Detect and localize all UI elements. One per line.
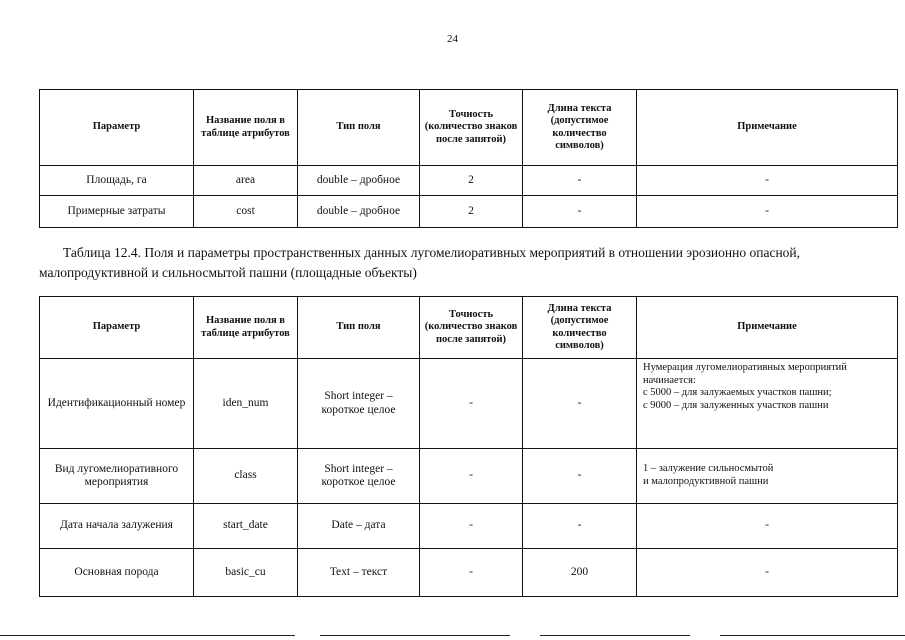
table-row [40,449,898,504]
cell-note: - [637,196,898,228]
cell-field-name: basic_cu [194,549,298,597]
cell-field-name: area [194,166,298,196]
cell-precision: - [420,504,523,549]
cell-field-type: Short integer – короткое целое [298,449,420,504]
cell-field-type: Date – дата [298,504,420,549]
bottom-scan-edge [540,635,690,636]
cell-precision: - [420,359,523,449]
cell-precision: - [420,449,523,504]
cell-parameter: Основная порода [40,549,194,597]
header-text-length: Длина текста (допустимое количество символов) [523,297,637,359]
cell-note: - [637,549,898,597]
cell-precision: 2 [420,196,523,228]
table-row [40,359,898,449]
table-caption: Таблица 12.4. Поля и параметры пространственных данных лугомелиоративных мероприятий в отношении эрозионно опасной, малопродуктивной и сильносмытой пашни (площадные объекты) [39,245,801,280]
cell-parameter: Примерные затраты [40,196,194,228]
cell-parameter: Идентификационный номер [40,359,194,449]
cell-note: 1 – залужение сильносмытой и малопродуктивной пашни [637,449,898,504]
cell-precision: 2 [420,166,523,196]
page-number: 24 [447,33,458,45]
header-note: Примечание [637,90,898,166]
bottom-scan-edge [720,635,905,636]
table-row [40,549,898,597]
cell-text-length: - [523,359,637,449]
header-field-name: Название поля в таблице атрибутов [194,297,298,359]
cell-field-type: Text – текст [298,549,420,597]
table-row [40,166,898,196]
cell-field-type: Short integer – короткое целое [298,359,420,449]
bottom-scan-edge [0,635,295,636]
cell-field-type: double – дробное [298,196,420,228]
cell-text-length: - [523,504,637,549]
header-parameter: Параметр [40,297,194,359]
cell-note: - [637,166,898,196]
bottom-scan-edge [320,635,510,636]
cell-parameter: Площадь, га [40,166,194,196]
header-precision: Точность (количество знаков после запятой) [420,297,523,359]
table-header-row [40,297,898,359]
table-header-row [40,90,898,166]
cell-precision: - [420,549,523,597]
header-field-name: Название поля в таблице атрибутов [194,90,298,166]
cell-field-name: start_date [194,504,298,549]
header-note: Примечание [637,297,898,359]
cell-parameter: Дата начала залужения [40,504,194,549]
header-parameter: Параметр [40,90,194,166]
table-fields-prev [39,89,898,228]
table-fields-main [39,296,898,597]
cell-text-length: 200 [523,549,637,597]
cell-text-length: - [523,166,637,196]
cell-field-name: class [194,449,298,504]
cell-field-type: double – дробное [298,166,420,196]
header-precision: Точность (количество знаков после запятой) [420,90,523,166]
table-row [40,196,898,228]
cell-note: Нумерация лугомелиоративных мероприятий начинается: с 5000 – для залужаемых участков пашни; с 9000 – для залуженных участков пашни [637,359,898,449]
cell-parameter: Вид лугомелиоративного мероприятия [40,449,194,504]
table-row [40,504,898,549]
cell-field-name: iden_num [194,359,298,449]
cell-text-length: - [523,449,637,504]
cell-note: - [637,504,898,549]
header-field-type: Тип поля [298,297,420,359]
header-field-type: Тип поля [298,90,420,166]
cell-field-name: cost [194,196,298,228]
cell-text-length: - [523,196,637,228]
header-text-length: Длина текста (допустимое количество символов) [523,90,637,166]
